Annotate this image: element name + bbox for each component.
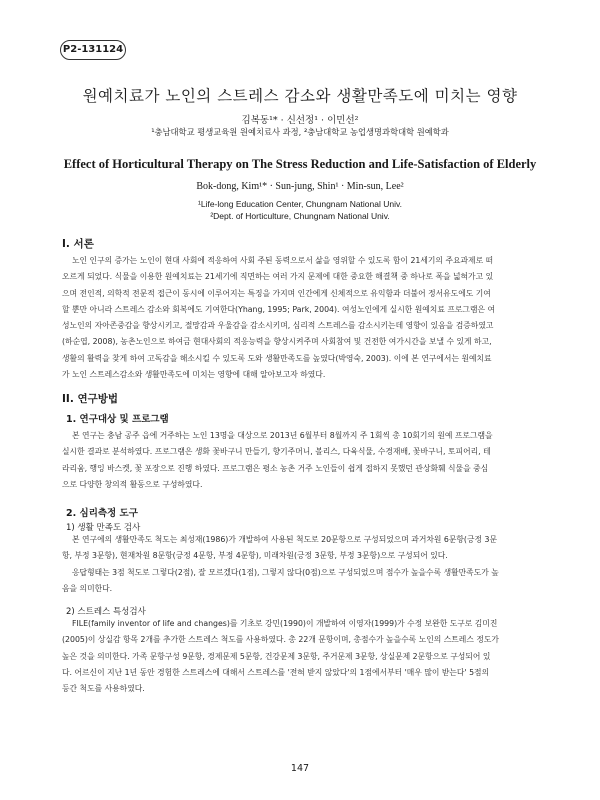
subsection-heading-subjects: 1. 연구대상 및 프로그램 <box>66 414 169 425</box>
introduction-paragraph <box>62 253 539 383</box>
korean-affiliations: ¹충남대학교 평생교육원 원예치료사 과정, ²충남대학교 농업생명과학대학 원예학과 <box>151 127 449 137</box>
korean-authors: 김복동¹* · 신선정¹ · 이민선² <box>241 115 359 126</box>
english-title: Effect of Horticultural Therapy on The Stress Reduction and Life-Satisfaction of Elderly <box>63 157 537 171</box>
life-satisfaction-paragraph <box>62 532 539 597</box>
text-line: 다. 어르신이 지난 1년 동안 경험한 스트레스에 대해서 스트레스를 '전혀 받지 않았다'의 1점에서부터 '매우 많이 받는다' 5점의 <box>62 667 490 677</box>
text-line: 할 뿐만 아니라 스트레스 감소와 회복에도 기여한다(Yhang, 1995; Park, 2004). 여성노인에게 실시한 원예치료 프로그램은 여 <box>62 304 496 314</box>
text-line: 가 노인 스트레스감소와 생활만족도에 미치는 영향에 대해 알아보고자 하였다. <box>62 370 326 380</box>
text-line: 항, 부정 3문항), 현재차원 8문항(긍정 4문항, 부정 4문항), 미래차원(긍정 3문항, 부정 3문항)으로 구성되어 있다. <box>62 551 448 561</box>
item-heading-stress: 2) 스트레스 특성검사 <box>66 607 146 617</box>
english-affiliation-2: ²Dept. of Horticulture, Chungnam National Univ. <box>210 211 390 221</box>
text-line: 음을 의미한다. <box>62 583 113 593</box>
poster-id-badge: P2-131124 <box>60 40 126 60</box>
subsection-heading-instruments: 2. 심리측정 도구 <box>66 508 138 519</box>
text-line: 높은 것을 의미한다. 가족 문항구성 9문항, 경제문제 5문항, 건강문제 3문항, 주거문제 3문항, 상실문제 2문항으로 구성되어 있 <box>62 651 491 661</box>
text-line: 노인 인구의 증가는 노인이 현대 사회에 적응하여 사회 주된 동력으로서 삶을 영위할 수 있도록 함이 21세기의 주요과제로 떠 <box>72 256 494 265</box>
section-heading-methods: II. 연구방법 <box>62 393 119 405</box>
english-authors: Bok-dong, Kim¹* · Sun-jung, Shin¹ · Min-sun, Lee² <box>196 181 404 192</box>
korean-title: 원예치료가 노인의 스트레스 감소와 생활만족도에 미치는 영향 <box>82 87 518 105</box>
english-affiliation-1: ¹Life-long Education Center, Chungnam National Univ. <box>198 199 402 209</box>
text-line: 실시한 결과로 분석하였다. 프로그램은 생화 꽃바구니 만들기, 향기주머니, 볼리스, 다육식물, 수경재배, 꽃바구니, 토피어리, 테 <box>62 447 491 457</box>
text-line: 등간 척도를 사용하였다. <box>62 684 145 694</box>
subjects-paragraph <box>62 428 539 493</box>
text-line: 으로 다양한 창의적 활동으로 구성하였다. <box>62 479 203 489</box>
section-heading-introduction: I. 서론 <box>62 238 94 250</box>
text-line: 생활의 활력을 찾게 하여 고독감을 해소시킬 수 있도록 도와 생활만족도를 높였다(박영숙, 2003). 이에 본 연구에서는 원예치료 <box>62 353 492 363</box>
item-heading-life-satisfaction: 1) 생활 만족도 검사 <box>66 523 141 533</box>
text-line: FILE(family inventor of life and changes)를 기초로 강민(1990)이 개발하여 이영자(1999)가 수정 보완한 도구로 김미진 <box>72 619 498 628</box>
text-line: 응답형태는 3점 척도로 그렇다(2점), 잘 모르겠다(1점), 그렇지 않다(0점)으로 구성되었으며 점수가 높을수록 생활만족도가 높 <box>72 567 499 577</box>
text-line: 본 연구는 충남 공주 읍에 거주하는 노인 13명을 대상으로 2013년 6월부터 8월까지 주 1회씩 총 10회기의 원예 프로그램을 <box>72 431 493 440</box>
text-line: 으며 전인적, 의학적 전문적 접근이 동시에 이루어지는 특징을 가지며 인간에게 신체적으로 유익함과 더불어 정서유도에도 기여 <box>62 288 491 298</box>
text-line: 본 연구에의 생활만족도 척도는 최성재(1986)가 개발하여 사용된 척도로 20문항으로 구성되었으며 과거차원 6문항(긍정 3문 <box>72 535 498 544</box>
stress-paragraph <box>62 616 539 697</box>
text-line: (2005)이 상실감 항목 2개를 추가한 스트레스 척도를 사용하였다. 총 22개 문항이며, 총점수가 높을수록 노인의 스트레스 정도가 <box>62 635 499 645</box>
text-line: 오르게 되었다. 식물을 이용한 원예치료는 21세기에 직면하는 여러 가지 문제에 대한 중요한 해결책 중 하나로 폭을 넓혀가고 있 <box>62 272 494 282</box>
page-number: 147 <box>290 763 310 774</box>
text-line: 성노인의 자아존중감을 향상시키고, 절망감과 우울감을 감소시키며, 심리적 스트레스를 감소시키는데 영향이 있음을 검증하였고 <box>62 321 494 331</box>
text-line: (하순엽, 2008), 농촌노인으로 하여금 현대사회의 적응능력을 향상시켜주며 사회참여 및 건전한 여가시간을 보낼 수 있게 하고, <box>62 337 492 347</box>
text-line: 라리움, 행잉 바스켓, 꽃 포장으로 진행 하였다. 프로그램은 평소 농촌 거주 노인들이 쉽게 접하지 못했던 관상화훼 식물을 중심 <box>62 463 489 473</box>
